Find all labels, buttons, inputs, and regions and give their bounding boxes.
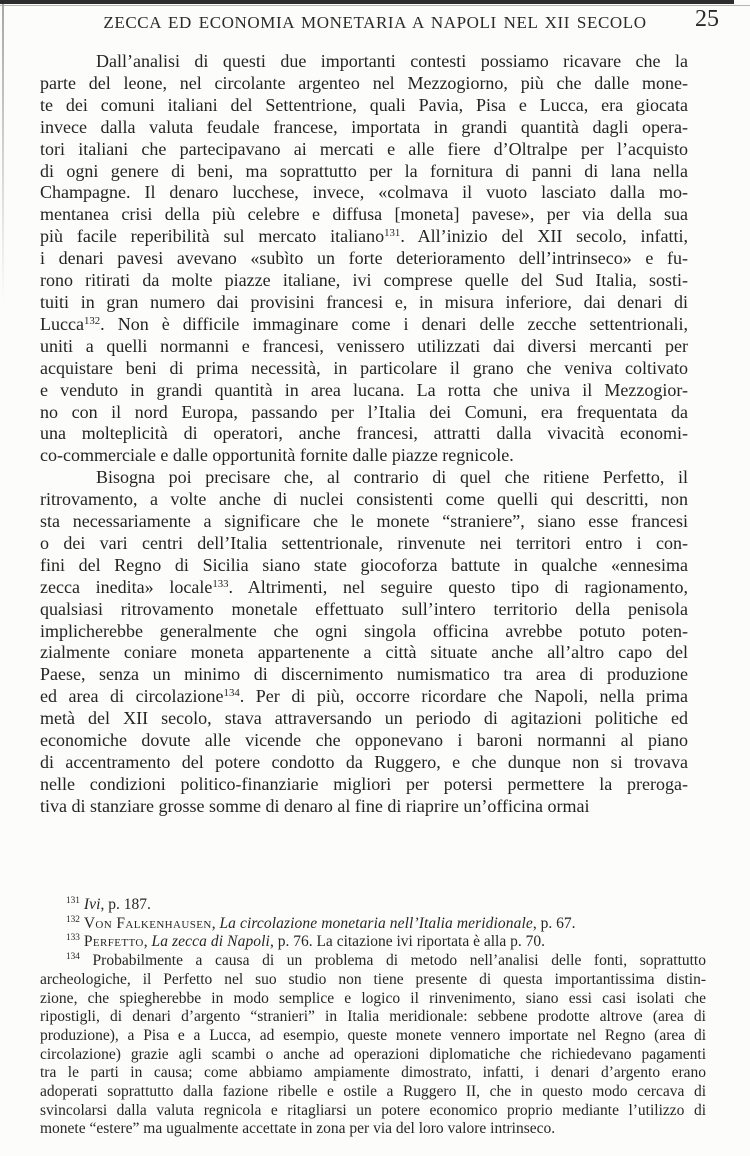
body-line: metà del XII secolo, stava attraversando un periodo di agitazioni politiche ed: [40, 708, 688, 729]
body-line: Bisogna poi precisare che, al contrario di quel che ritiene Perfetto, il: [96, 467, 688, 488]
body-line: acquistare beni di prima necessità, in particolare il grano che veniva coltivato: [40, 357, 688, 378]
footnote-line: $^{131}$ Ivi, p. 187.: [66, 896, 151, 913]
body-line: Lucca$^{132}$. Non è difficile immaginare come i denari delle zecche settentrionali,: [40, 313, 688, 334]
body-line: te dei comuni italiani del Settentrione, quali Pavia, Pisa e Lucca, era giocata: [40, 94, 688, 115]
footnote: [40, 933, 706, 952]
body-line: fini del Regno di Sicilia siano state giocoforza battute in qualche «ennesima: [40, 554, 688, 575]
body-line: uniti a quelli normanni e francesi, venissero utilizzati dai diversi mercanti per: [40, 335, 688, 356]
footnote-line: $^{134}$ Probabilmente a causa di un problema di metodo nell’analisi delle fonti, soprattutto: [66, 952, 706, 970]
footnote-line: ripostigli, di denari d’argento “stranieri” in Italia meridionale: sebbene prodotte altrove (area di: [40, 1008, 706, 1026]
body-line: i denari pavesi avevano «subìto un forte deterioramento dell’intrinseco» e fu-: [40, 248, 688, 269]
body-line: ritrovamento, a volte anche di nuclei consistenti come quelli qui descritti, non: [40, 489, 688, 510]
footnote-line: monete “estere” ma ugualmente accettate in zona per via del loro valore intrinseco.: [40, 1120, 556, 1138]
body-line: sta necessariamente a significare che le monete “straniere”, siano esse francesi: [40, 511, 688, 532]
body-line: mentanea crisi della più celebre e diffusa [moneta] pavese», per via della sua: [40, 204, 688, 225]
body-line: co-commerciale e dalle opportunità fornite dalle piazze regnicole.: [40, 445, 514, 466]
body-line: più facile reperibilità sul mercato italiano$^{131}$. All’inizio del XII secolo, infatti,: [40, 226, 688, 247]
footnote-line: zione, che spiegherebbe in modo semplice e logico il rinvenimento, siano essi casi isolati che: [40, 989, 706, 1007]
body-line: no con il nord Europa, passando per l’Italia dei Comuni, era frequentata da: [40, 401, 688, 422]
running-header-title: ZECCA ED ECONOMIA MONETARIA A NAPOLI NEL XII SECOLO: [103, 13, 647, 32]
footnote: [40, 952, 706, 1139]
scan-top-hairline: [0, 5, 750, 6]
footnote-line: produzione), a Pisa e a Lucca, ad esempio, queste monete vennero importate nel Regno (area di: [40, 1026, 706, 1044]
footnote-line: $^{133}$ Perfetto, La zecca di Napoli, p. 76. La citazione ivi riportata è alla p. 70.: [66, 933, 545, 951]
body-line: tori italiani che partecipavano ai mercati e alle fiere d’Oltralpe per l’acquisto: [40, 138, 688, 159]
footnote-line: archeologiche, il Perfetto nel suo studio non tiene presente di questa importantissima distin-: [40, 970, 706, 988]
body-line: economiche dovute alle vicende che opponevano i baroni normanni al piano: [40, 730, 688, 751]
body-text: [40, 51, 688, 818]
footnote-line: adoperati soprattutto dalla fazione ribelle e ostile a Ruggero II, che in questo modo cercava di: [40, 1083, 706, 1101]
scan-top-bar: [0, 0, 734, 4]
body-line: nelle condizioni politico-finanziarie migliori per potersi permettere la preroga-: [40, 773, 688, 794]
body-line: o dei vari centri dell’Italia settentrionale, rinvenute nei territori entro i con-: [40, 532, 688, 553]
body-line: qualsiasi ritrovamento monetale effettuato sull’intero territorio della penisola: [40, 598, 688, 619]
body-line: zecca inedita» locale$^{133}$. Altrimenti, nel seguire questo tipo di ragionamento,: [40, 576, 688, 597]
body-line: parte del leone, nel circolante argenteo nel Mezzogiorno, più che dalle mone-: [40, 72, 688, 93]
body-line: Champagne. Il denaro lucchese, invece, «colmava il vuoto lasciato dalla mo-: [40, 182, 688, 203]
footnote: [40, 915, 706, 934]
body-line: e venduto in grandi quantità in area lucana. La rotta che univa il Mezzogior-: [40, 379, 688, 400]
body-line: di ogni genere di beni, ma soprattutto per la fornitura di panni di lana nella: [40, 160, 688, 181]
body-line: di accentramento del potere condotto da Ruggero, e che dunque non si trovava: [40, 752, 688, 772]
running-header: [0, 13, 750, 33]
body-line: tiva di stanziare grosse somme di denaro al fine di riaprire un’officina ormai: [40, 795, 590, 816]
body-line: zialmente coniare moneta appartenente a città situate anche all’altro capo del: [40, 642, 688, 663]
footnote-line: tra le parti in causa; come abbiamo ampiamente dimostrato, infatti, i denari d’argento erano: [40, 1064, 706, 1082]
footnotes: [40, 896, 706, 1139]
body-line: Paese, senza un minimo di discernimento numismatico tra area di produzione: [40, 664, 688, 685]
body-line: implicherebbe generalmente che ogni singola officina avrebbe potuto poten-: [40, 620, 688, 641]
paragraph: [40, 51, 688, 467]
footnote-line: $^{132}$ Von Falkenhausen, La circolazione monetaria nell’Italia meridionale, p. 67.: [66, 914, 576, 932]
body-line: invece dalla valuta feudale francese, importata in grandi quantità dagli opera-: [40, 116, 688, 137]
footnote: [40, 896, 706, 915]
body-line: rono ritirati da molte piazze italiane, ivi comprese quelle del Sud Italia, sosti-: [40, 270, 688, 291]
body-line: una molteplicità di operatori, anche francesi, attratti dalla vivacità economi-: [40, 423, 688, 444]
paragraph: [40, 467, 688, 818]
footnote-line: svincolarsi dalla valuta regnicola e ritagliarsi un potere economico proprio mediante l’utilizzo di: [40, 1101, 706, 1119]
scan-left-edge: [2, 4, 4, 304]
body-line: tuiti in gran numero dai provisini francesi e, in misura inferiore, dai denari di: [40, 291, 688, 312]
footnote-line: circolazione) grazie agli scambi o anche ad operazioni diplomatiche che richiedevano pagamenti: [40, 1045, 706, 1063]
page-number: 25: [695, 6, 719, 32]
body-line: Dall’analisi di questi due importanti contesti possiamo ricavare che la: [96, 51, 688, 71]
body-line: ed area di circolazione$^{134}$. Per di più, occorre ricordare che Napoli, nella prima: [40, 686, 688, 707]
